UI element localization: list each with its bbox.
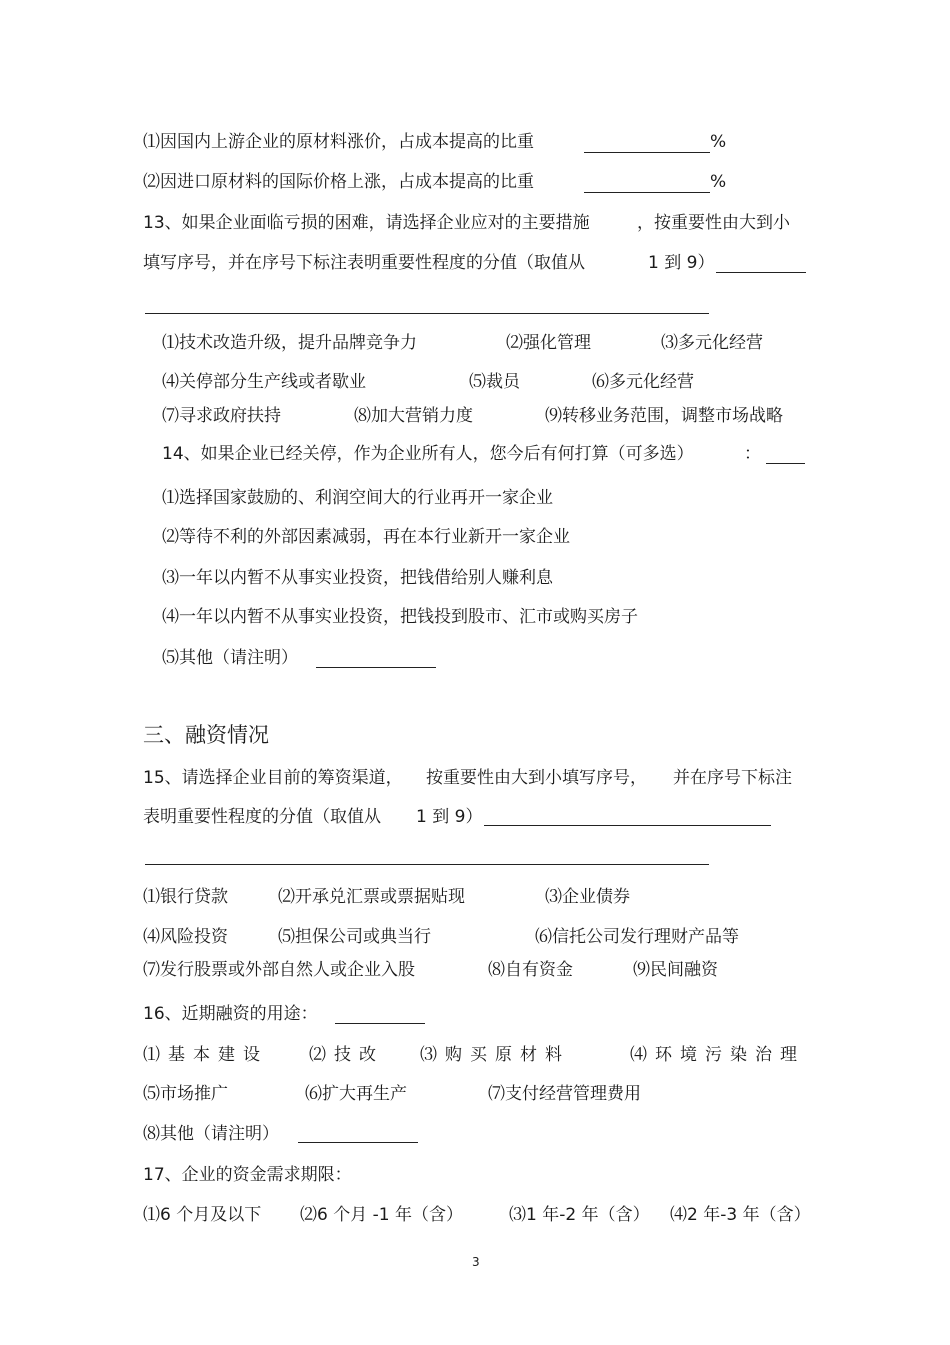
- q16-question: 16、近期融资的用途：: [143, 1004, 318, 1024]
- q15-option-1: ⑴银行贷款: [143, 887, 228, 907]
- q12-item-2-answer-line[interactable]: [584, 192, 710, 193]
- q13-question-part-2: ，按重要性由大到小: [637, 213, 790, 233]
- q16-option-5: ⑸市场推广: [143, 1084, 228, 1104]
- q14-answer-line[interactable]: [766, 463, 805, 464]
- q15-option-9: ⑼民间融资: [633, 960, 718, 980]
- q12-item-1-answer-line[interactable]: [584, 152, 710, 153]
- q13-option-1: ⑴技术改造升级，提升品牌竞争力: [162, 333, 417, 353]
- q15-option-2: ⑵开承兑汇票或票据贴现: [278, 887, 465, 907]
- q15-question-part-3: 并在序号下标注: [673, 768, 792, 788]
- q14-option-1: ⑴选择国家鼓励的、利润空间大的行业再开一家企业: [162, 488, 553, 508]
- q15-answer-line-1[interactable]: [484, 825, 771, 826]
- q17-option-2: ⑵6 个月 -1 年（含）: [300, 1205, 463, 1225]
- q13-question-part-1: 13、如果企业面临亏损的困难，请选择企业应对的主要措施: [143, 213, 590, 233]
- q15-question-part-2: 按重要性由大到小填写序号，: [426, 768, 647, 788]
- q15-question-line-2: 表明重要性程度的分值（取值从: [143, 807, 381, 827]
- q13-option-4: ⑷关停部分生产线或者歇业: [162, 372, 366, 392]
- q14-option-5-answer-line[interactable]: [316, 667, 436, 668]
- q17-option-4: ⑷2 年-3 年（含）: [670, 1205, 811, 1225]
- q13-option-6: ⑹多元化经营: [592, 372, 694, 392]
- q16-option-2: ⑵技改: [309, 1045, 384, 1065]
- q14-option-3: ⑶一年以内暂不从事实业投资，把钱借给别人赚利息: [162, 568, 553, 588]
- q14-option-4: ⑷一年以内暂不从事实业投资，把钱投到股市、汇市或购买房子: [162, 607, 638, 627]
- q14-question: 14、如果企业已经关停，作为企业所有人，您今后有何打算（可多选）: [162, 444, 694, 464]
- q14-option-5: ⑸其他（请注明）: [162, 648, 298, 668]
- q14-colon: ：: [744, 444, 761, 464]
- q16-option-4: ⑷环境污染治理: [630, 1045, 805, 1065]
- q16-option-6: ⑹扩大再生产: [305, 1084, 407, 1104]
- q13-answer-line-1[interactable]: [716, 272, 806, 273]
- q15-option-3: ⑶企业债券: [545, 887, 630, 907]
- q13-question-range: 1 到 9）: [648, 253, 715, 273]
- q14-option-2: ⑵等待不利的外部因素减弱，再在本行业新开一家企业: [162, 527, 570, 547]
- q17-option-3: ⑶1 年-2 年（含）: [509, 1205, 650, 1225]
- q15-option-7: ⑺发行股票或外部自然人或企业入股: [143, 960, 415, 980]
- q16-option-7: ⑺支付经营管理费用: [488, 1084, 641, 1104]
- q13-option-5: ⑸裁员: [469, 372, 520, 392]
- q16-option-8: ⑻其他（请注明）: [143, 1124, 279, 1144]
- q17-option-1: ⑴6 个月及以下: [143, 1205, 262, 1225]
- q15-option-6: ⑹信托公司发行理财产品等: [535, 927, 739, 947]
- q16-option-3: ⑶购买原材料: [420, 1045, 570, 1065]
- q13-option-7: ⑺寻求政府扶持: [162, 406, 281, 426]
- q15-question-part-1: 15、请选择企业目前的筹资渠道，: [143, 768, 403, 788]
- q12-item-1: ⑴因国内上游企业的原材料涨价，占成本提高的比重: [143, 132, 534, 152]
- q12-item-1-percent: %: [710, 132, 727, 152]
- q13-question-line-2: 填写序号，并在序号下标注表明重要性程度的分值（取值从: [143, 253, 585, 273]
- page-number: 3: [472, 1255, 480, 1269]
- section-3-title: 三、融资情况: [143, 723, 269, 747]
- q13-option-2: ⑵强化管理: [506, 333, 591, 353]
- q13-option-9: ⑼转移业务范围，调整市场战略: [545, 406, 783, 426]
- q13-option-3: ⑶多元化经营: [661, 333, 763, 353]
- q15-option-4: ⑷风险投资: [143, 927, 228, 947]
- q16-option-1: ⑴基本建设: [143, 1045, 268, 1065]
- q15-option-8: ⑻自有资金: [488, 960, 573, 980]
- q15-option-5: ⑸担保公司或典当行: [278, 927, 431, 947]
- q16-option-8-answer-line[interactable]: [298, 1142, 418, 1143]
- q17-question: 17、企业的资金需求期限：: [143, 1165, 352, 1185]
- q13-answer-line-2[interactable]: [145, 313, 709, 314]
- q15-answer-line-2[interactable]: [145, 864, 709, 865]
- q16-answer-line[interactable]: [335, 1023, 425, 1024]
- q12-item-2-percent: %: [710, 172, 727, 192]
- q13-option-8: ⑻加大营销力度: [354, 406, 473, 426]
- q12-item-2: ⑵因进口原材料的国际价格上涨，占成本提高的比重: [143, 172, 534, 192]
- q15-question-range: 1 到 9）: [416, 807, 483, 827]
